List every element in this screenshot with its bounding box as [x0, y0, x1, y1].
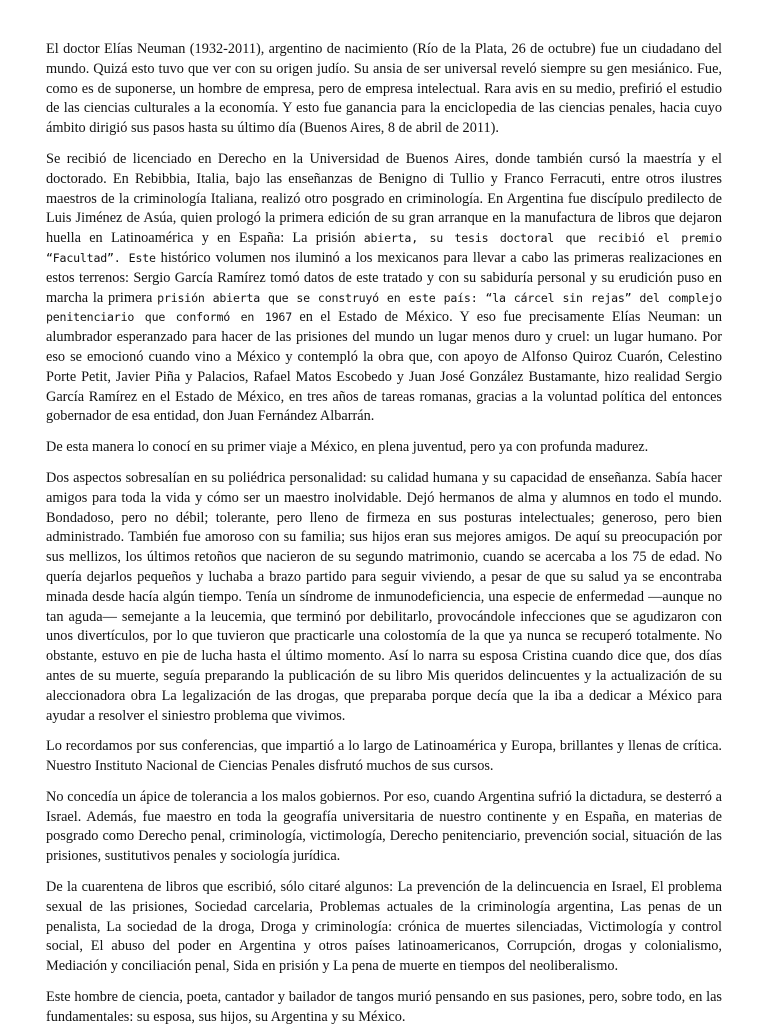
paragraph-text: De esta manera lo conocí en su primer viaje a México, en plena juventud, pero ya con profunda madurez.: [46, 439, 649, 456]
paragraph-text: De la cuarentena de libros que escribió, sólo citaré algunos: La prevención de la delincuencia en Israel, El problema sexual de las prisiones, Sociedad carcelaria, Problemas actuales de la criminología argentina, Las penas de un penalista, La sociedad de la droga, Droga y criminología: crónica de muertes silenciadas, Victimología y control social, El abuso del poder en Argentina y otros países latinoamericanos, Corrupción, drogas y colonialismo, Mediación y conciliación penal, Sida en prisión y La pena de muerte en tiempos del neoliberalismo.: [46, 879, 722, 975]
paragraph-text-alt-font: prisión abierta que se construyó en este país: “la cárcel sin rejas” del complejo penitenciario que conformó en 1967: [46, 290, 722, 325]
paragraph-exile-teaching: [46, 788, 722, 867]
paragraph-text: histórico volumen nos iluminó a los mexicanos para llevar a cabo las primeras realizaciones en estos terrenos: Sergio García Ramírez tomó datos de este tratado y con su sabiduría personal y su erudición puso en marcha la primera: [46, 249, 722, 306]
paragraph-conferences: [46, 737, 722, 777]
paragraph-biography-intro: [46, 40, 722, 139]
paragraph-text: Lo recordamos por sus conferencias, que impartió a lo largo de Latinoamérica y Europa, brillantes y llenas de crítica. Nuestro Instituto Nacional de Ciencias Penales disfrutó muchos de sus cursos.: [46, 738, 722, 775]
paragraph-text-alt-font: abierta, su tesis doctoral que recibió el premio “Facultad”. Este: [46, 231, 722, 265]
paragraph-text: en el Estado de México. Y eso fue precisamente Elías Neuman: un alumbrador esperanzado para hacer de las prisiones del mundo un lugar menos duro y cruel: un lugar humano. Por eso se emocionó cuando vino a México y contempló la obra que, con apoyo de Alfonso Quiroz Cuarón, Celestino Porte Petit, Javier Piña y Palacios, Rafael Matos Escobedo y Juan José González Bustamante, hizo realidad Sergio García Ramírez en el Estado de México, en tres años de tareas romanas, gracias a la voluntad política del entonces gobernador de esa entidad, don Juan Fernández Albarrán.: [46, 309, 722, 425]
paragraph-books: [46, 878, 722, 977]
paragraph-personality: [46, 469, 722, 726]
paragraph-text: Dos aspectos sobresalían en su poliédrica personalidad: su calidad humana y su capacidad de enseñanza. Sabía hacer amigos para toda la vida y cómo ser un maestro inolvidable. Dejó hermanos de alma y alumnos en todo el mundo. Bondadoso, pero no débil; tolerante, pero lleno de firmeza en sus posturas intelectuales; generoso, pero bien administrado. También fue amoroso con su familia; sus hijos eran sus mejores amigos. De aquí su preocupación por sus mellizos, los últimos retoños que nacieron de su segundo matrimonio, cuando se acercaba a los 75 de edad. No quería dejarlos pequeños y luchaba a brazo partido para seguir viviendo, a pesar de que su salud ya se encontraba minada desde hacía algún tiempo. Tenía un síndrome de inmunodeficiencia, una especie de enfermedad —aunque no tan aguda— semejante a la leucemia, que terminó por debilitarlo, provocándole infecciones que se agudizaron con unos divertículos, por lo que tuvieron que practicarle una colostomía de la que ya nunca se recuperó totalmente. No obstante, estuvo en pie de lucha hasta el último momento. Así lo narra su esposa Cristina cuando dice que, dos días antes de su muerte, seguía preparando la publicación de su libro Mis queridos delincuentes y la actualización de su aleccionadora obra La legalización de las drogas, que preparaba porque decía que la iba a dedicar a México para ayudar a resolver el siniestro problema que vivimos.: [46, 469, 722, 724]
paragraph-text: No concedía un ápice de tolerancia a los malos gobiernos. Por eso, cuando Argentina sufrió la dictadura, se desterró a Israel. Además, fue maestro en toda la geografía universitaria de nuestro continente y en España, en materias de posgrado como Derecho penal, criminología, victimología, Derecho penitenciario, prevención social, situación de las prisiones, sustitutivos penales y sociología jurídica.: [46, 788, 722, 865]
paragraph-text: El doctor Elías Neuman (1932-2011), argentino de nacimiento (Río de la Plata, 26 de octubre) fue un ciudadano del mundo. Quizá esto tuvo que ver con su origen judío. Su ansia de ser universal reveló siempre su gen mesiánico. Fue, como es de suponerse, un hombre de empresa, pero de empresa intelectual. Rara avis en su medio, prefirió el estudio de las ciencias culturales a la economía. Y esto fue ganancia para la enciclopedia de las ciencias penales, hacia cuyo ámbito dirigió sus pasos hasta su último día (Buenos Aires, 8 de abril de 2011).: [46, 41, 722, 137]
paragraph-first-meeting: [46, 438, 722, 458]
paragraph-text: Se recibió de licenciado en Derecho en la Universidad de Buenos Aires, donde también cursó la maestría y el doctorado. En Rebibbia, Italia, bajo las enseñanzas de Benigno di Tullio y Franco Ferracuti, entre otros ilustres maestros de la criminología Italiana, realizó otro posgrado en criminología. En Argentina fue discípulo predilecto de Luis Jiménez de Asúa, quien prologó la primera edición de su gran arranque en la manufactura de libros que dejaron huella en Latinoamérica y en España: La prisión: [46, 150, 722, 247]
paragraph-education-career: [46, 150, 722, 427]
paragraph-text: Este hombre de ciencia, poeta, cantador y bailador de tangos murió pensando en sus pasiones, pero, sobre todo, en las fundamentales: su esposa, sus hijos, su Argentina y su México.: [46, 989, 722, 1025]
paragraph-closing: [46, 988, 722, 1028]
